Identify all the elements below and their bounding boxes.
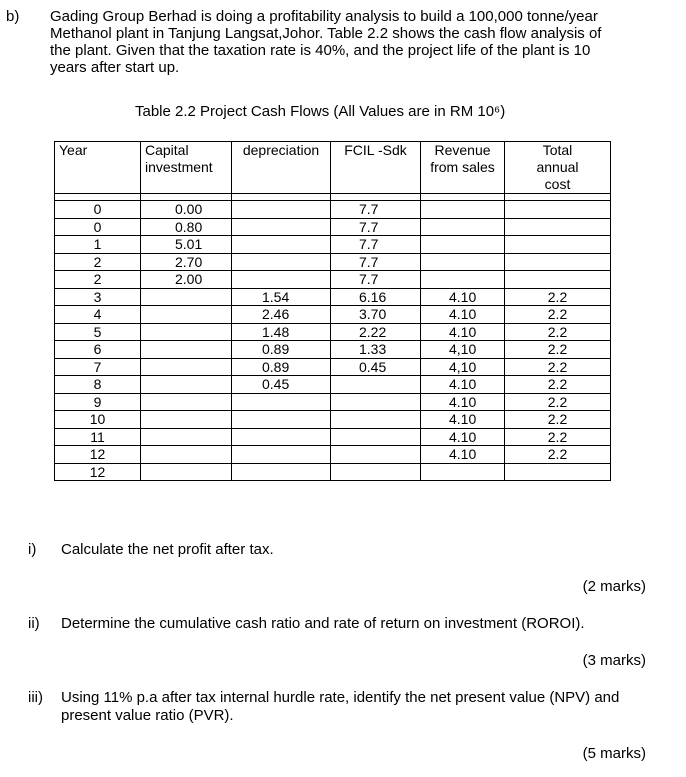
total-annual-cost-cell: 2.2 — [505, 306, 611, 324]
question-number: ii) — [28, 615, 40, 632]
fcil-sdk-cell — [331, 463, 421, 481]
depreciation-cell — [232, 393, 331, 411]
revenue-cell — [421, 218, 505, 236]
depreciation-cell — [232, 253, 331, 271]
total-annual-cost-cell: 2.2 — [505, 288, 611, 306]
depreciation-cell — [232, 411, 331, 429]
depreciation-cell — [232, 428, 331, 446]
revenue-cell — [421, 201, 505, 219]
depreciation-cell — [232, 446, 331, 464]
year-cell: 11 — [55, 428, 141, 446]
total-annual-cost-cell — [505, 463, 611, 481]
cash-flow-table — [54, 141, 611, 481]
fcil-sdk-cell — [331, 411, 421, 429]
year-cell: 2 — [55, 253, 141, 271]
table-row — [55, 428, 611, 446]
capital-investment-cell — [141, 358, 232, 376]
header-capital-investment: Capital investment — [141, 142, 232, 194]
depreciation-cell: 1.54 — [232, 288, 331, 306]
header-revenue: Revenue from sales — [421, 142, 505, 194]
depreciation-cell: 2.46 — [232, 306, 331, 324]
fcil-sdk-cell: 2.22 — [331, 323, 421, 341]
fcil-sdk-cell: 0.45 — [331, 358, 421, 376]
capital-investment-cell — [141, 446, 232, 464]
revenue-cell: 4.10 — [421, 411, 505, 429]
year-cell: 10 — [55, 411, 141, 429]
table-row — [55, 463, 611, 481]
depreciation-cell — [232, 463, 331, 481]
total-annual-cost-cell: 2.2 — [505, 323, 611, 341]
capital-investment-cell — [141, 376, 232, 394]
fcil-sdk-cell: 6.16 — [331, 288, 421, 306]
question-text: present value ratio (PVR). — [61, 707, 234, 724]
intro-line: Methanol plant in Tanjung Langsat,Johor. Table 2.2 shows the cash flow analysis of — [50, 25, 602, 42]
fcil-sdk-cell: 7.7 — [331, 271, 421, 289]
intro-line: the plant. Given that the taxation rate is 40%, and the project life of the plant is 10 — [50, 42, 591, 59]
year-cell: 9 — [55, 393, 141, 411]
table-row — [55, 323, 611, 341]
depreciation-cell: 0.89 — [232, 341, 331, 359]
table-row — [55, 376, 611, 394]
revenue-cell — [421, 463, 505, 481]
capital-investment-cell — [141, 411, 232, 429]
revenue-cell: 4.10 — [421, 306, 505, 324]
capital-investment-cell — [141, 341, 232, 359]
capital-investment-cell — [141, 306, 232, 324]
question-number: i) — [28, 541, 37, 558]
revenue-cell: 4.10 — [421, 323, 505, 341]
revenue-cell — [421, 236, 505, 254]
table-row — [55, 288, 611, 306]
header-year: Year — [55, 142, 141, 194]
depreciation-cell: 0.89 — [232, 358, 331, 376]
year-cell: 4 — [55, 306, 141, 324]
capital-investment-cell: 0.00 — [141, 201, 232, 219]
total-annual-cost-cell — [505, 218, 611, 236]
total-annual-cost-cell: 2.2 — [505, 393, 611, 411]
spacer-row — [55, 194, 611, 201]
depreciation-cell: 0.45 — [232, 376, 331, 394]
revenue-cell: 4.10 — [421, 376, 505, 394]
revenue-cell: 4.10 — [421, 393, 505, 411]
capital-investment-cell — [141, 428, 232, 446]
fcil-sdk-cell: 7.7 — [331, 253, 421, 271]
capital-investment-cell — [141, 393, 232, 411]
table-row — [55, 358, 611, 376]
intro-line: years after start up. — [50, 59, 180, 76]
header-depreciation: depreciation — [232, 142, 331, 194]
year-cell: 7 — [55, 358, 141, 376]
year-cell: 0 — [55, 201, 141, 219]
marks-3: (5 marks) — [582, 745, 646, 762]
table-row — [55, 411, 611, 429]
table-body — [55, 201, 611, 481]
fcil-sdk-cell — [331, 428, 421, 446]
fcil-sdk-cell: 7.7 — [331, 201, 421, 219]
total-annual-cost-cell: 2.2 — [505, 428, 611, 446]
total-annual-cost-cell — [505, 201, 611, 219]
fcil-sdk-cell — [331, 393, 421, 411]
revenue-cell: 4.10 — [421, 288, 505, 306]
fcil-sdk-cell — [331, 446, 421, 464]
table-row — [55, 236, 611, 254]
fcil-sdk-cell: 7.7 — [331, 218, 421, 236]
table-row — [55, 253, 611, 271]
revenue-cell: 4.10 — [421, 446, 505, 464]
year-cell: 6 — [55, 341, 141, 359]
year-cell: 5 — [55, 323, 141, 341]
table-row — [55, 446, 611, 464]
year-cell: 12 — [55, 446, 141, 464]
depreciation-cell: 1.48 — [232, 323, 331, 341]
intro-line: Gading Group Berhad is doing a profitability analysis to build a 100,000 tonne/year — [50, 8, 598, 25]
intro-paragraph — [50, 8, 670, 76]
table-row — [55, 306, 611, 324]
capital-investment-cell — [141, 288, 232, 306]
capital-investment-cell: 5.01 — [141, 236, 232, 254]
table-row — [55, 341, 611, 359]
total-annual-cost-cell — [505, 253, 611, 271]
revenue-cell: 4,10 — [421, 341, 505, 359]
header-total-annual-cost: Total annual cost — [505, 142, 611, 194]
question-text: Using 11% p.a after tax internal hurdle rate, identify the net present value (NPV) and — [61, 689, 620, 706]
table-row — [55, 218, 611, 236]
year-cell: 12 — [55, 463, 141, 481]
depreciation-cell — [232, 218, 331, 236]
revenue-cell — [421, 271, 505, 289]
question-text: Calculate the net profit after tax. — [61, 541, 274, 558]
fcil-sdk-cell: 1.33 — [331, 341, 421, 359]
question-text: Determine the cumulative cash ratio and rate of return on investment (ROROI). — [61, 615, 585, 632]
table-row — [55, 201, 611, 219]
year-cell: 0 — [55, 218, 141, 236]
total-annual-cost-cell: 2.2 — [505, 376, 611, 394]
total-annual-cost-cell: 2.2 — [505, 411, 611, 429]
capital-investment-cell — [141, 463, 232, 481]
capital-investment-cell: 2.00 — [141, 271, 232, 289]
year-cell: 2 — [55, 271, 141, 289]
revenue-cell: 4.10 — [421, 428, 505, 446]
total-annual-cost-cell: 2.2 — [505, 341, 611, 359]
depreciation-cell — [232, 271, 331, 289]
header-row — [55, 142, 611, 194]
fcil-sdk-cell — [331, 376, 421, 394]
fcil-sdk-cell: 3.70 — [331, 306, 421, 324]
total-annual-cost-cell: 2.2 — [505, 358, 611, 376]
total-annual-cost-cell: 2.2 — [505, 446, 611, 464]
table-row — [55, 393, 611, 411]
year-cell: 3 — [55, 288, 141, 306]
header-fcil-sdk: FCIL -Sdk — [331, 142, 421, 194]
capital-investment-cell: 2.70 — [141, 253, 232, 271]
total-annual-cost-cell — [505, 236, 611, 254]
depreciation-cell — [232, 201, 331, 219]
year-cell: 1 — [55, 236, 141, 254]
revenue-cell: 4,10 — [421, 358, 505, 376]
marks-2: (3 marks) — [582, 652, 646, 669]
year-cell: 8 — [55, 376, 141, 394]
table-row — [55, 271, 611, 289]
marks-1: (2 marks) — [582, 578, 646, 595]
depreciation-cell — [232, 236, 331, 254]
table-caption: Table 2.2 Project Cash Flows (All Values are in RM 10⁶) — [135, 103, 506, 120]
revenue-cell — [421, 253, 505, 271]
question-number: iii) — [28, 689, 43, 706]
fcil-sdk-cell: 7.7 — [331, 236, 421, 254]
capital-investment-cell: 0.80 — [141, 218, 232, 236]
part-label: b) — [6, 8, 20, 25]
capital-investment-cell — [141, 323, 232, 341]
total-annual-cost-cell — [505, 271, 611, 289]
